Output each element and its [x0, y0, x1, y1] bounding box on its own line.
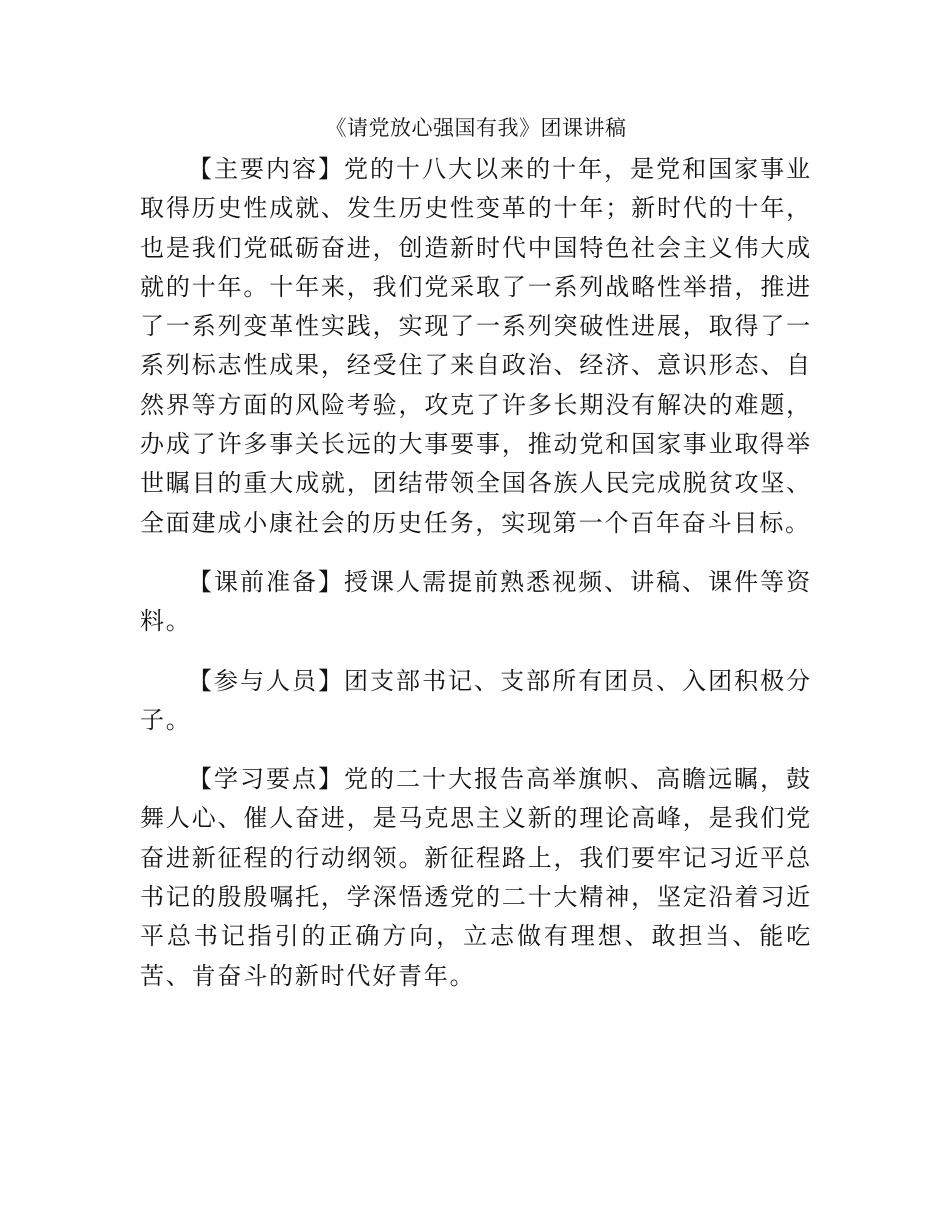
section-label: 【学习要点】	[188, 765, 345, 794]
section-participants	[140, 662, 812, 741]
section-key-points	[140, 760, 812, 996]
section-text: 党的十八大以来的十年，是党和国家事业取得历史性成就、发生历史性变革的十年；新时代的十年，也是我们党砥砺奋进，创造新时代中国特色社会主义伟大成就的十年。十年来，我们党采取了一系列战略性举措，推进了一系列变革性实践，实现了一系列突破性进展，取得了一系列标志性成果，经受住了来自政治、经济、意识形态、自然界等方面的风险考验，攻克了许多长期没有解决的难题，办成了许多事关长远的大事要事，推动党和国家事业取得举世瞩目的重大成就，团结带领全国各族人民完成脱贫攻坚、全面建成小康社会的历史任务，实现第一个百年奋斗目标。	[140, 155, 812, 537]
document-title: 《请党放心强国有我》团课讲稿	[325, 116, 627, 140]
document-body	[140, 108, 812, 996]
section-text: 党的二十大报告高举旗帜、高瞻远瞩，鼓舞人心、催人奋进，是马克思主义新的理论高峰，是我们党奋进新征程的行动纲领。新征程路上，我们要牢记习近平总书记的殷殷嘱托，学深悟透党的二十大精神，坚定沿着习近平总书记指引的正确方向，立志做有理想、敢担当、能吃苦、肯奋斗的新时代好青年。	[140, 765, 812, 990]
section-label: 【课前准备】	[188, 567, 345, 596]
section-preparation	[140, 563, 812, 642]
section-label: 【主要内容】	[188, 155, 345, 183]
section-label: 【参与人员】	[188, 666, 345, 695]
section-text: 团支部书记、支部所有团员、入团积极分子。	[140, 666, 812, 734]
section-main-content	[140, 150, 812, 543]
section-text: 授课人需提前熟悉视频、讲稿、课件等资料。	[140, 567, 812, 636]
